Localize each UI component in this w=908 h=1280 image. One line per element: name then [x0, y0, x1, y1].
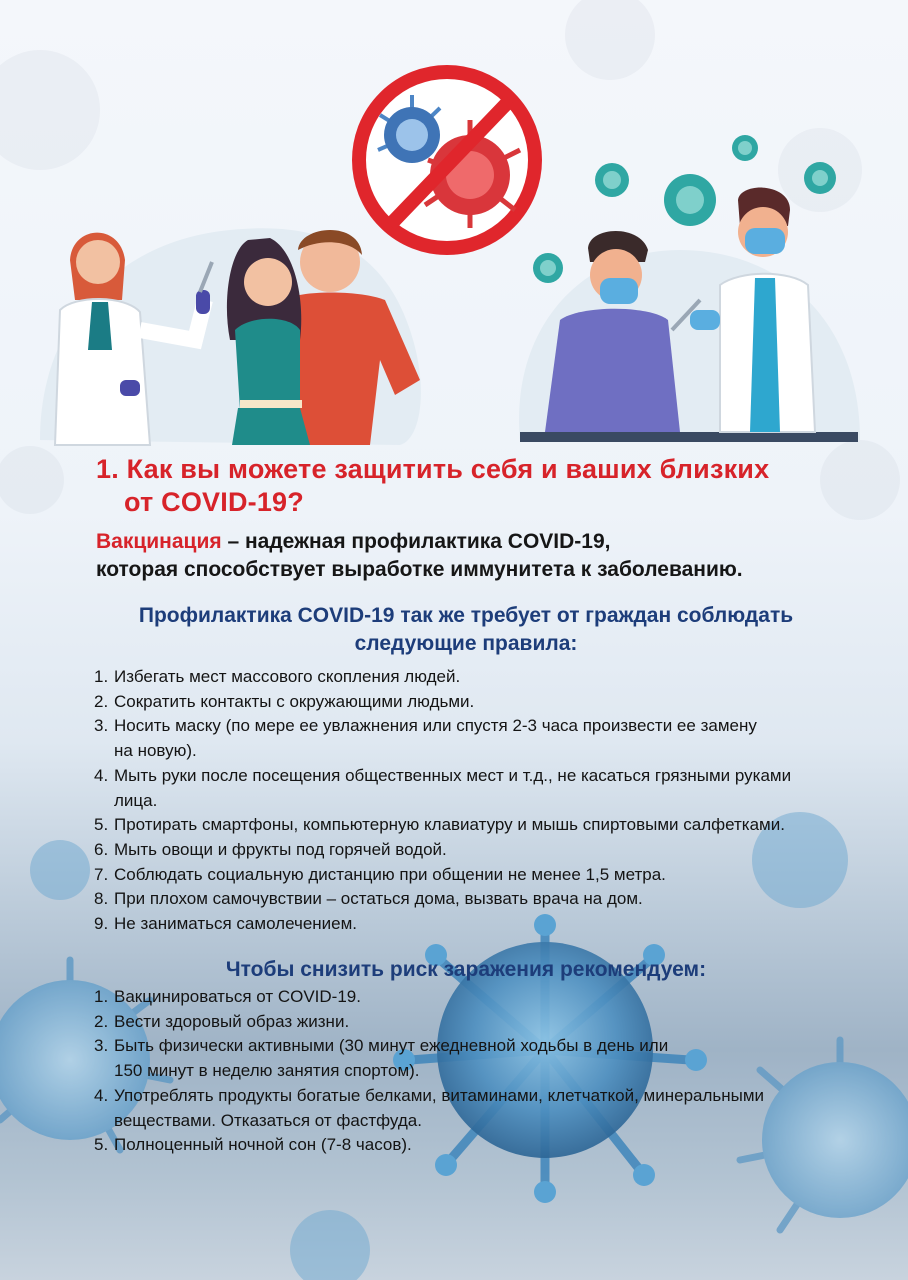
list-item: 7. Соблюдать социальную дистанцию при общении не менее 1,5 метра.	[94, 864, 666, 884]
list-item: 3. Носить маску (по мере ее увлажнения или спустя 2-3 часа произвести ее замену на новую).	[94, 716, 757, 761]
main-heading-line1: 1. Как вы можете защитить себя и ваших близких	[96, 454, 770, 484]
rules-list	[94, 665, 791, 937]
main-heading	[96, 453, 856, 519]
list-item: 1. Избегать мест массового скопления людей.	[94, 667, 461, 686]
list-item: 4. Употреблять продукты богатые белками, витаминами, клетчаткой, минеральными веществами. Отказаться от фастфуда.	[94, 1085, 765, 1130]
risk-list	[94, 985, 764, 1158]
rules-heading-line2: следующие правила:	[354, 632, 578, 655]
rules-heading-line1: Профилактика COVID-19 так же требует от граждан соблюдать	[138, 604, 794, 627]
list-item: 8. При плохом самочувствии – остаться дома, вызвать врача на дом.	[94, 889, 643, 909]
list-item: 6. Мыть овощи и фрукты под горячей водой.	[94, 839, 447, 859]
risk-heading: Чтобы снизить риск заражения рекомендуем:	[225, 958, 707, 981]
vaccination-rest: – надежная профилактика COVID-19,	[221, 530, 611, 553]
list-item: 3. Быть физически активными (30 минут ежедневной ходьбы в день или 150 минут в неделю занятия спортом).	[94, 1036, 669, 1081]
list-item: 2. Сократить контакты с окружающими людьми.	[94, 691, 475, 711]
vaccination-term: Вакцинация	[96, 530, 222, 553]
list-item: 5. Полноценный ночной сон (7-8 часов).	[94, 1135, 412, 1155]
list-item: 9. Не заниматься самолечением.	[94, 914, 358, 934]
list-item: 1. Вакцинироваться от COVID-19.	[94, 987, 361, 1006]
main-heading-line2: от COVID-19?	[124, 487, 304, 517]
list-item: 2. Вести здоровый образ жизни.	[94, 1011, 350, 1031]
vaccination-line2: которая способствует выработке иммунитета к заболеванию.	[96, 558, 743, 581]
list-item: 5. Протирать смартфоны, компьютерную клавиатуру и мышь спиртовыми салфетками.	[94, 815, 785, 835]
list-item: 4. Мыть руки после посещения общественных мест и т.д., не касаться грязными руками лица.	[94, 765, 792, 810]
vaccination-statement	[96, 528, 896, 584]
rules-heading	[96, 602, 836, 658]
